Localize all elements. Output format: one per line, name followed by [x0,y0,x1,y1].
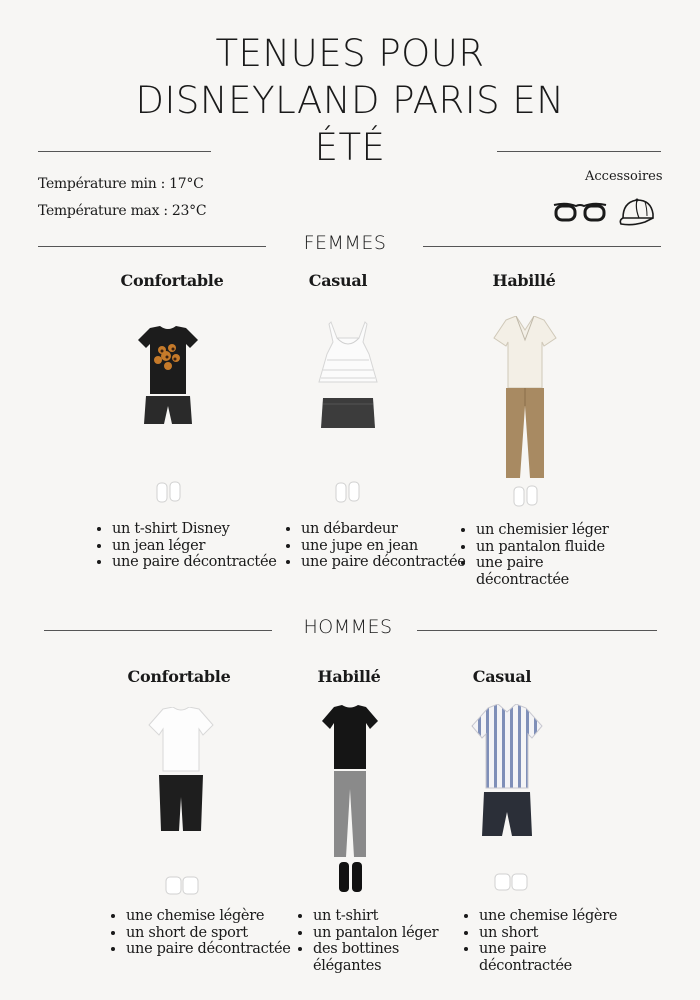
men-outfit-title-habille: Habillé [317,667,381,686]
list-item: • des bottines élégantes [313,941,403,974]
men-casual-sneakers-image [494,872,528,892]
temperature-max: Température max : 23°C [38,203,207,219]
women-casual-sneakers-image [334,481,362,503]
women-habille-sneakers-image [512,485,540,507]
hommes-rule-left [44,630,272,631]
list-item: • un short de sport [126,925,316,942]
men-confortable-sneakers-image [165,874,199,896]
glasses-icon [552,200,608,224]
men-casual-outfit-image [470,704,544,840]
list-item: • un pantalon léger [313,925,473,942]
men-habille-outfit-image [320,705,380,859]
list-item: • un t-shirt Disney [112,521,292,538]
section-heading-femmes: FEMMES [303,232,387,254]
title-rule-right [497,151,661,152]
list-item: • un chemisier léger [476,522,626,539]
women-habille-item-list [458,522,626,588]
men-habille-item-list [295,908,473,974]
men-casual-item-list [461,908,649,974]
list-item: • une jupe en jean [301,538,481,555]
women-casual-outfit-image [317,320,379,434]
list-item: • une paire décontractée [479,941,569,974]
accessories-label: Accessoires [585,169,663,184]
femmes-rule-right [423,246,661,247]
page-title: TENUES POUR DISNEYLAND PARIS EN ÉTÉ [135,32,565,169]
list-item: • une paire décontractée [112,554,292,571]
list-item: • un t-shirt [313,908,473,925]
men-outfit-title-confortable: Confortable [127,667,231,686]
women-outfit-title-habille: Habillé [492,271,556,290]
list-item: • une chemise légère [126,908,316,925]
women-casual-item-list [283,521,481,571]
men-confortable-item-list [108,908,316,958]
list-item: • une paire décontractée [476,555,566,588]
list-item: • un pantalon fluide [476,539,626,556]
section-heading-hommes: HOMMES [303,616,393,638]
list-item: • une paire décontractée [301,554,481,571]
women-confortable-outfit-image [136,326,200,430]
women-outfit-title-confortable: Confortable [120,271,224,290]
temperature-min: Température min : 17°C [38,176,204,192]
list-item: • une chemise légère [479,908,649,925]
women-confortable-sneakers-image [155,481,183,503]
list-item: • un short [479,925,649,942]
title-rule-left [38,151,211,152]
men-confortable-outfit-image [147,707,215,833]
femmes-rule-left [38,246,266,247]
list-item: • un jean léger [112,538,292,555]
list-item: • une paire décontractée [126,941,316,958]
men-outfit-title-casual: Casual [472,667,532,686]
men-habille-boots-image [337,860,365,894]
hommes-rule-right [417,630,657,631]
list-item: • un débardeur [301,521,481,538]
women-habille-outfit-image [492,316,558,482]
cap-icon [617,196,659,228]
women-confortable-item-list [94,521,292,571]
women-outfit-title-casual: Casual [308,271,368,290]
